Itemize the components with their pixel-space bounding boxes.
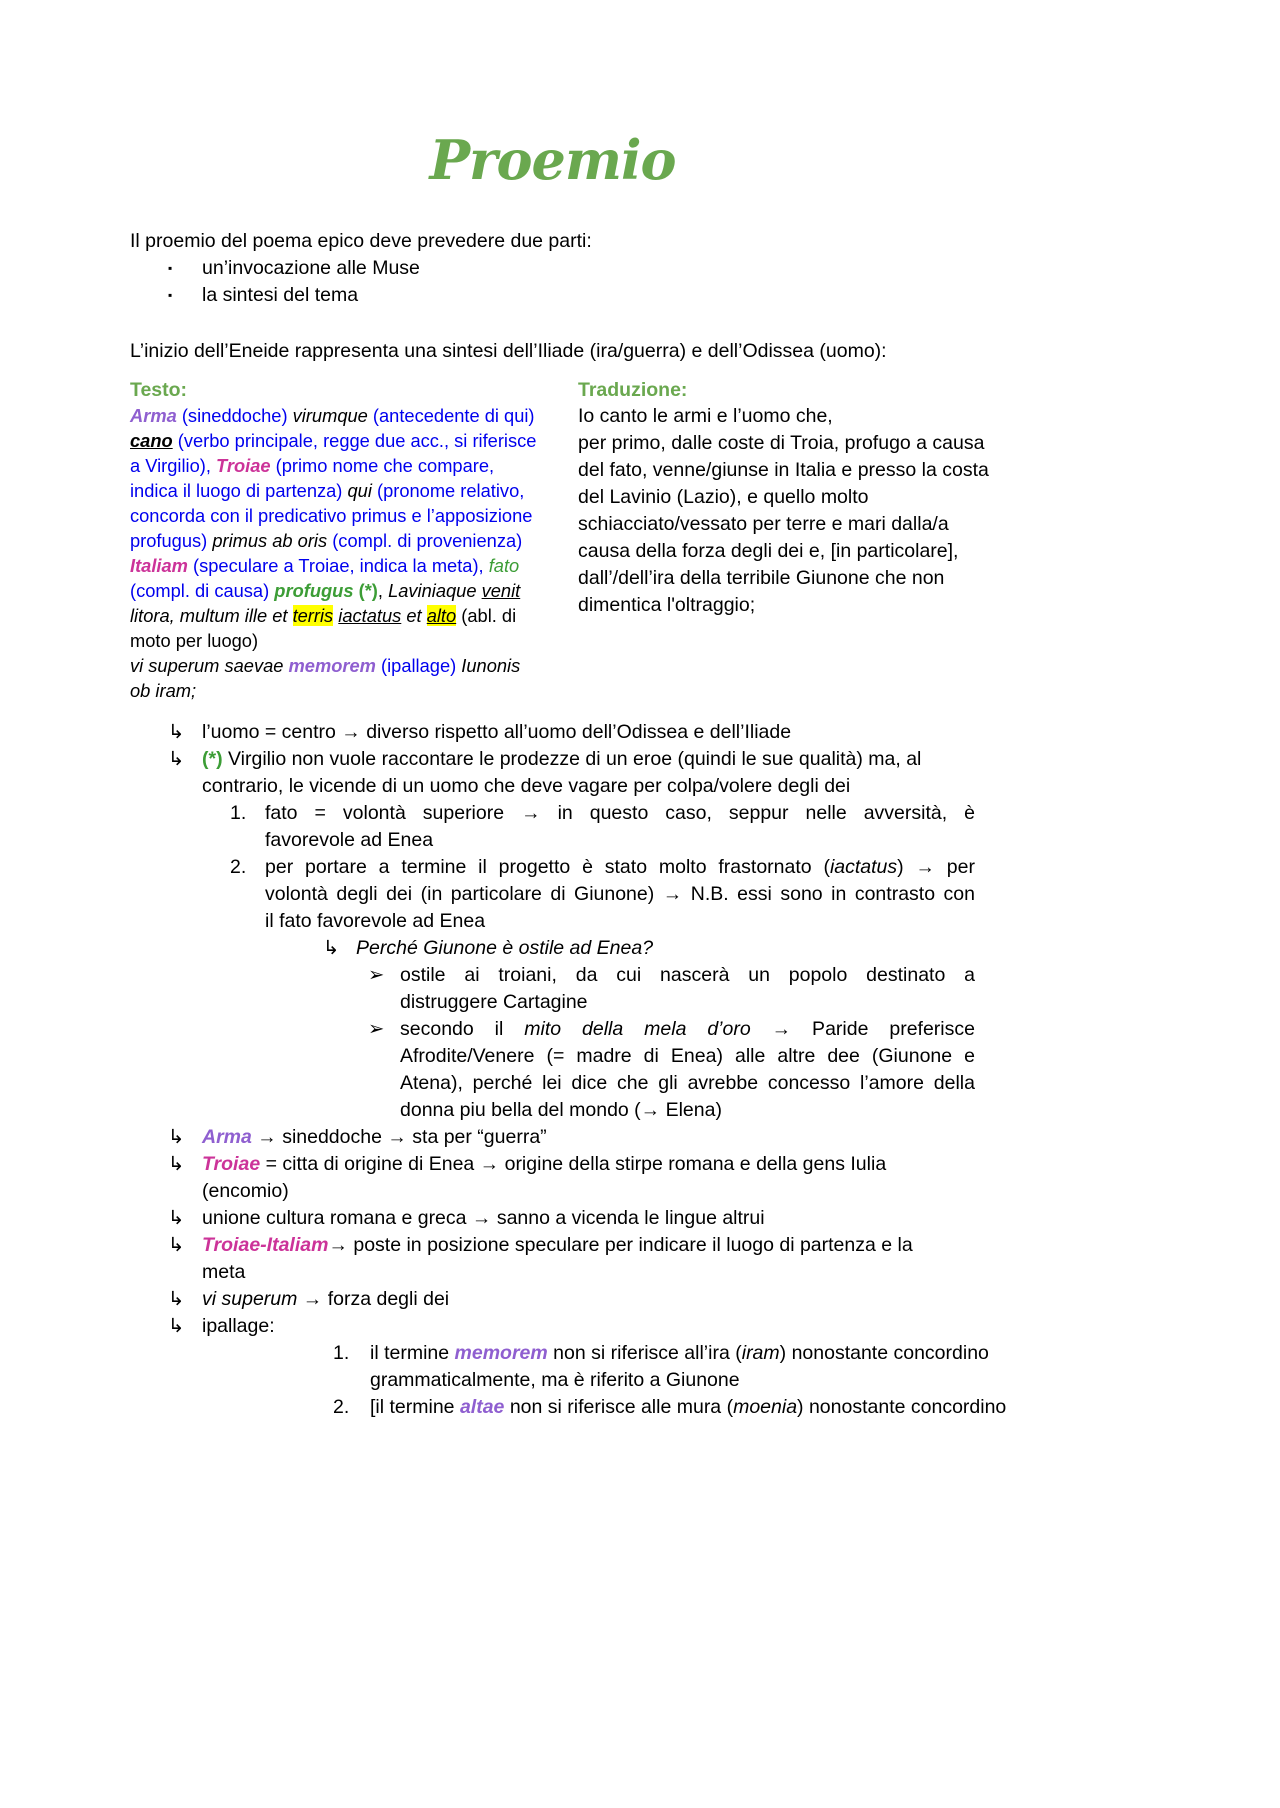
text-run: Perché Giunone è ostile ad Enea? [356, 937, 654, 959]
text-run: → sineddoche → sta per “guerra” [251, 1126, 547, 1148]
testo-line [130, 653, 578, 678]
note-line [202, 1178, 975, 1205]
text-run: indica il luogo di partenza) [130, 480, 348, 501]
traduzione-line: dimentica l'oltraggio; [578, 594, 756, 616]
text-run: litora, multum ille et [130, 605, 293, 626]
testo-line [130, 578, 578, 603]
text-run: fato [488, 555, 520, 576]
testo-line [130, 553, 578, 578]
text-run: cano [130, 430, 173, 451]
intro-bullet-item [130, 282, 975, 309]
list-number: 2. [230, 856, 247, 878]
text-run: (sineddoche) [181, 405, 288, 426]
text-run: non si riferisce all’ira ( [547, 1342, 742, 1364]
intro-thesis: L’inizio dell’Eneide rappresenta una sintesi dell’Iliade (ira/guerra) e dell’Odissea (uomo): [130, 340, 887, 362]
testo-line [130, 528, 578, 553]
text-run: terris [292, 605, 334, 626]
note-line [265, 854, 975, 881]
text-run: iram [741, 1342, 780, 1364]
text-run: Arma [202, 1126, 252, 1148]
return-arrow-icon: ↳ [168, 1153, 185, 1175]
note-item [130, 1016, 975, 1124]
text-run: (encomio) [202, 1180, 289, 1202]
square-bullet-icon: ▪ [168, 288, 173, 302]
text-run: Troiae-Italiam [202, 1234, 329, 1256]
return-arrow-icon: ↳ [168, 748, 185, 770]
note-line [400, 1097, 975, 1124]
note-line [356, 935, 975, 962]
text-run: (antecedente di qui) [372, 405, 535, 426]
intro-bullet-item [130, 255, 975, 282]
page-title: Proemio [429, 128, 676, 192]
text-run: memorem [288, 655, 376, 676]
arrowhead-icon: ➢ [368, 1018, 385, 1040]
note-item [130, 1313, 975, 1340]
note-line [265, 827, 975, 854]
text-run: → forza degli dei [297, 1288, 450, 1310]
note-item [130, 935, 975, 962]
intro-bullet-list [130, 255, 975, 309]
testo-line [130, 403, 578, 428]
text-run: Atena), perché lei dice che gli avrebbe concesso l’amore della [400, 1072, 975, 1094]
text-run: Iunonis [461, 655, 521, 676]
traduzione-line: dall’/dell’ira della terribile Giunone che non [578, 567, 945, 589]
text-run: (*) [358, 580, 378, 601]
text-run: vi superum saevae [130, 655, 289, 676]
text-run: memorem [454, 1342, 548, 1364]
testo-traduzione-columns [130, 377, 989, 703]
text-run: (abl. di [461, 605, 517, 626]
note-item [130, 854, 975, 935]
traduzione-line: schiacciato/vessato per terre e mari dalla/a [578, 513, 949, 535]
text-run: ipallage: [202, 1315, 275, 1337]
note-item [130, 800, 975, 854]
traduzione-italian-text [578, 403, 989, 619]
text-run: fato = volontà superiore → in questo caso, seppur nelle avversità, è [265, 802, 975, 824]
list-number: 1. [230, 802, 247, 824]
text-run: (verbo principale, regge due acc., si riferisce [177, 430, 537, 451]
traduzione-heading: Traduzione: [578, 379, 688, 401]
text-run: meta [202, 1261, 246, 1283]
text-run: ostile ai troiani, da cui nascerà un popolo destinato a [400, 964, 975, 986]
note-item [130, 1124, 975, 1151]
text-run: ob iram; [130, 680, 197, 701]
note-line [400, 989, 975, 1016]
note-line [400, 1070, 975, 1097]
note-line [265, 908, 975, 935]
text-run: (compl. di provenienza) [332, 530, 523, 551]
note-item [130, 1205, 975, 1232]
testo-latin-text [130, 403, 578, 703]
text-run: qui [347, 480, 372, 501]
return-arrow-icon: ↳ [168, 1288, 185, 1310]
traduzione-line: del Lavinio (Lazio), e quello molto [578, 486, 869, 508]
list-number: 1. [333, 1342, 350, 1364]
traduzione-line: del fato, venne/giunse in Italia e presso la costa [578, 459, 989, 481]
text-run: Italiam [130, 555, 188, 576]
note-line [202, 1151, 975, 1178]
testo-line [130, 628, 578, 653]
text-run: Troiae [216, 455, 271, 476]
text-run: il fato favorevole ad Enea [265, 910, 486, 932]
note-item [130, 1151, 975, 1205]
note-line [400, 962, 975, 989]
square-bullet-icon: ▪ [168, 261, 173, 275]
text-run: [il termine [370, 1396, 460, 1418]
analysis-notes-list [130, 719, 1007, 1421]
note-line [265, 800, 975, 827]
text-run: (speculare a Troiae, indica la meta), [193, 555, 484, 576]
note-line [202, 1286, 975, 1313]
note-item [130, 746, 975, 800]
text-run: mito della mela d’oro [524, 1018, 751, 1040]
note-line [202, 1259, 975, 1286]
testo-line [130, 453, 578, 478]
text-run: et [401, 605, 427, 626]
text-run: primus ab oris [212, 530, 328, 551]
text-run: virumque [292, 405, 368, 426]
intro-bullet-text: la sintesi del tema [202, 284, 359, 306]
text-run: → Paride preferisce [750, 1018, 975, 1040]
note-line [202, 719, 975, 746]
document-content [130, 128, 1007, 1421]
note-line [370, 1367, 975, 1394]
note-line [202, 746, 975, 773]
testo-line [130, 603, 578, 628]
text-run: Virgilio non vuole raccontare le prodezze di un eroe (quindi le sue qualità) ma, al [222, 748, 922, 770]
text-run: Afrodite/Venere (= madre di Enea) alle altre dee (Giunone e [400, 1045, 975, 1067]
text-run: ) nonostante concordino [797, 1396, 1007, 1418]
note-line [370, 1340, 989, 1367]
text-run: l’uomo = centro → diverso rispetto all’uomo dell’Odissea e dell’Iliade [202, 721, 792, 743]
text-run: contrario, le vicende di un uomo che deve vagare per colpa/volere degli dei [202, 775, 851, 797]
testo-column [130, 377, 578, 703]
intro-lead: Il proemio del poema epico deve prevedere due parti: [130, 230, 592, 252]
text-run: ) → per [897, 856, 975, 878]
return-arrow-icon: ↳ [168, 1207, 185, 1229]
testo-line [130, 478, 578, 503]
arrowhead-icon: ➢ [368, 964, 385, 986]
text-run: profugus [274, 580, 354, 601]
return-arrow-icon: ↳ [168, 1126, 185, 1148]
note-item [130, 1340, 989, 1394]
text-run: distruggere Cartagine [400, 991, 588, 1013]
note-line [202, 773, 975, 800]
text-run: (pronome relativo, [376, 480, 525, 501]
traduzione-line: causa della forza degli dei e, [in particolare], [578, 540, 959, 562]
text-run: venit [481, 580, 521, 601]
note-line [202, 1313, 975, 1340]
text-run: (*) [202, 748, 223, 770]
intro-bullet-text: un’invocazione alle Muse [202, 257, 420, 279]
note-line [265, 881, 975, 908]
text-run: secondo il [400, 1018, 525, 1040]
note-line [202, 1205, 975, 1232]
traduzione-line: per primo, dalle coste di Troia, profugo a causa [578, 432, 985, 454]
text-run: iactatus [829, 856, 898, 878]
text-run: grammaticalmente, ma è riferito a Giunone [370, 1369, 740, 1391]
text-run: concorda con il predicativo primus e l’apposizione [130, 505, 533, 526]
text-run: alto [426, 605, 457, 626]
text-run: (compl. di causa) [130, 580, 270, 601]
note-line [202, 1124, 975, 1151]
text-run: il termine [370, 1342, 455, 1364]
text-run: donna piu bella del mondo (→ Elena) [400, 1099, 722, 1121]
return-arrow-icon: ↳ [168, 1234, 185, 1256]
text-run: a Virgilio), [130, 455, 217, 476]
testo-line [130, 678, 578, 703]
text-run: iactatus [338, 605, 402, 626]
text-run: altae [459, 1396, 505, 1418]
text-run: ) nonostante concordino [779, 1342, 989, 1364]
return-arrow-icon: ↳ [168, 721, 185, 743]
text-run: moto per luogo) [130, 630, 259, 651]
text-run: unione cultura romana e greca → sanno a vicenda le lingue altrui [202, 1207, 765, 1229]
note-line [400, 1043, 975, 1070]
traduzione-line: Io canto le armi e l’uomo che, [578, 405, 833, 427]
text-run: favorevole ad Enea [265, 829, 434, 851]
return-arrow-icon: ↳ [168, 1315, 185, 1337]
text-run: vi superum [202, 1288, 298, 1310]
note-item [130, 1286, 975, 1313]
note-item [130, 1394, 1007, 1421]
note-line [202, 1232, 975, 1259]
note-item [130, 719, 975, 746]
text-run: profugus) [130, 530, 213, 551]
text-run: , [377, 580, 389, 601]
note-line [400, 1016, 975, 1043]
text-run: → poste in posizione speculare per indicare il luogo di partenza e la [328, 1234, 913, 1256]
text-run: volontà degli dei (in particolare di Giunone) → N.B. essi sono in contrasto con [265, 883, 975, 905]
list-number: 2. [333, 1396, 350, 1418]
testo-line [130, 503, 578, 528]
testo-line [130, 428, 578, 453]
text-run: Troiae [202, 1153, 261, 1175]
traduzione-column [578, 377, 989, 703]
text-run: Arma [130, 405, 177, 426]
text-run: = citta di origine di Enea → origine della stirpe romana e della gens Iulia [260, 1153, 887, 1175]
text-run: per portare a termine il progetto è stato molto frastornato ( [265, 856, 830, 878]
note-item [130, 962, 975, 1016]
note-line [370, 1394, 1007, 1421]
testo-heading: Testo: [130, 379, 188, 401]
note-item [130, 1232, 975, 1286]
text-run: (ipallage) [381, 655, 457, 676]
text-run: non si riferisce alle mura ( [504, 1396, 734, 1418]
return-arrow-icon: ↳ [323, 937, 340, 959]
text-run: Laviniaque [388, 580, 482, 601]
text-run: (primo nome che compare, [275, 455, 495, 476]
text-run: moenia [733, 1396, 798, 1418]
